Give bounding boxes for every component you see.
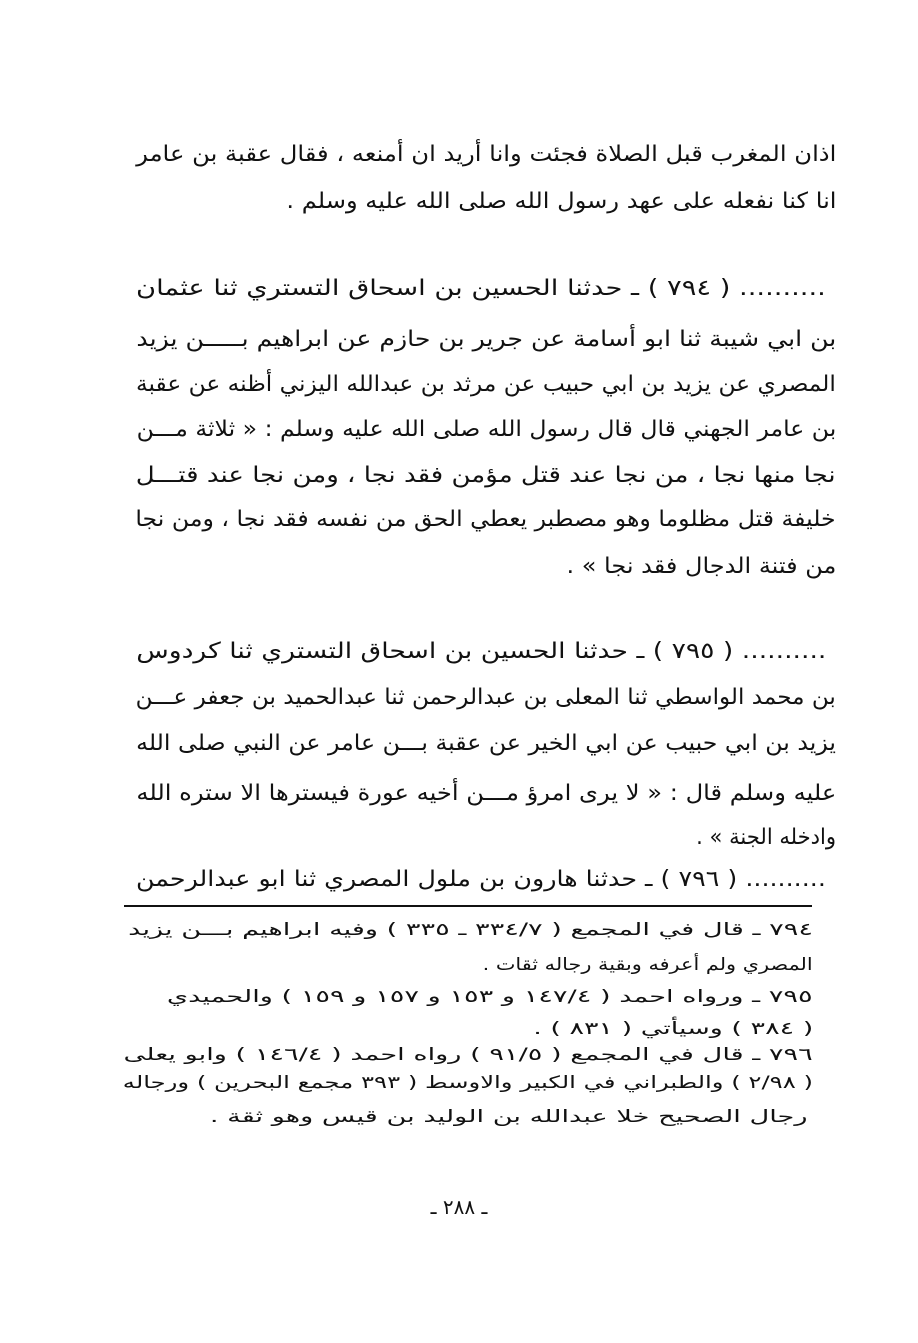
body-text: من فتنة الدجال فقد نجا » . (566, 554, 836, 579)
body-text: بن عامر الجهني قال قال رسول الله صلى الله عليه وسلم : « ثلاثة مـــن (136, 417, 836, 442)
body-line-14 (0, 816, 918, 860)
body-line-15 (0, 858, 918, 902)
footnote-text: ٧٩٦ ـ قال في المجمع ( ٩١/٥ ) رواه احمد ( ١٤٦/٤ ) وابو يعلى (123, 1045, 813, 1065)
body-line-8 (0, 498, 918, 542)
body-line-12 (0, 722, 918, 766)
body-line-10 (0, 630, 918, 674)
body-text: انا كنا نفعله على عهد رسول الله صلى الله عليه وسلم . (285, 189, 836, 214)
body-line-2 (0, 180, 918, 224)
body-text: عليه وسلم قال : « لا يرى امرؤ مـــن أخيه عورة فيسترها الا ستره الله (136, 781, 836, 806)
body-line-9 (0, 545, 918, 589)
footnote-line-7 (0, 1102, 918, 1132)
body-line-5 (0, 363, 918, 407)
body-text: خليفة قتل مظلوما وهو مصطبر يعطي الحق من نفسه فقد نجا ، ومن نجا (135, 507, 836, 532)
body-text: بن محمد الواسطي ثنا المعلى بن عبدالرحمن ثنا عبدالحميد بن جعفر عـــن (135, 685, 836, 710)
footnote-text: رجال الصحيح خلا عبدالله بن الوليد بن قيس وهو ثقة . (210, 1107, 808, 1127)
body-line-11 (0, 676, 918, 720)
body-line-1 (0, 133, 918, 177)
body-text: يزيد بن ابي حبيب عن ابي الخير عن عقبة بـــن عامر عن النبي صلى الله (136, 731, 836, 756)
footnote-text: المصري ولم أعرفه وبقية رجاله ثقات . (482, 955, 813, 975)
page-number: ـ ٢٨٨ ـ (430, 1195, 488, 1219)
body-text: .......... ( ٧٩٤ ) ـ حدثنا الحسين بن اسحاق التستري ثنا عثمان (136, 276, 826, 301)
footnote-line-6 (0, 1068, 918, 1098)
body-text: .......... ( ٧٩٦ ) ـ حدثنا هارون بن ملول المصري ثنا ابو عبدالرحمن (136, 867, 826, 892)
body-text: اذان المغرب قبل الصلاة فجئت وانا أريد ان أمنعه ، فقال عقبة بن عامر (135, 142, 836, 167)
body-text: بن ابي شيبة ثنا ابو أسامة عن جرير بن حازم عن ابراهيم بـــــن يزيد (136, 327, 836, 352)
footnote-text: ( ٢/٩٨ ) والطبراني في الكبير والاوسط ( ٣٩٣ مجمع البحرين ) ورجاله (122, 1073, 813, 1093)
footnote-text: ٧٩٥ ـ ورواه احمد ( ١٤٧/٤ و ١٥٣ و ١٥٧ و ١٥٩ ) والحميدي (167, 987, 813, 1007)
body-text: المصري عن يزيد بن ابي حبيب عن مرثد بن عبدالله اليزني أظنه عن عقبة (136, 372, 836, 397)
body-text: نجا منها نجا ، من نجا عند قتل مؤمن فقد نجا ، ومن نجا عند قتـــل (136, 463, 836, 488)
footnote-line-1 (0, 915, 918, 945)
footnote-separator (124, 905, 812, 907)
body-text: وادخله الجنة » . (696, 825, 836, 850)
footnote-line-3 (0, 982, 918, 1012)
footnote-line-5 (0, 1040, 918, 1070)
body-line-13 (0, 772, 918, 816)
body-text: .......... ( ٧٩٥ ) ـ حدثنا الحسين بن اسحاق التستري ثنا كردوس (135, 639, 826, 664)
body-line-4 (0, 318, 918, 362)
footnote-text: ٧٩٤ ـ قال في المجمع ( ٣٣٤/٧ ـ ٣٣٥ ) وفيه ابراهيم بـــن يزيد (128, 920, 813, 940)
body-line-3 (0, 267, 918, 311)
footnote-text: ( ٣٨٤ ) وسيأتي ( ٨٣١ ) . (532, 1019, 813, 1039)
body-line-7 (0, 454, 918, 498)
footnote-line-2 (0, 950, 918, 980)
body-line-6 (0, 408, 918, 452)
